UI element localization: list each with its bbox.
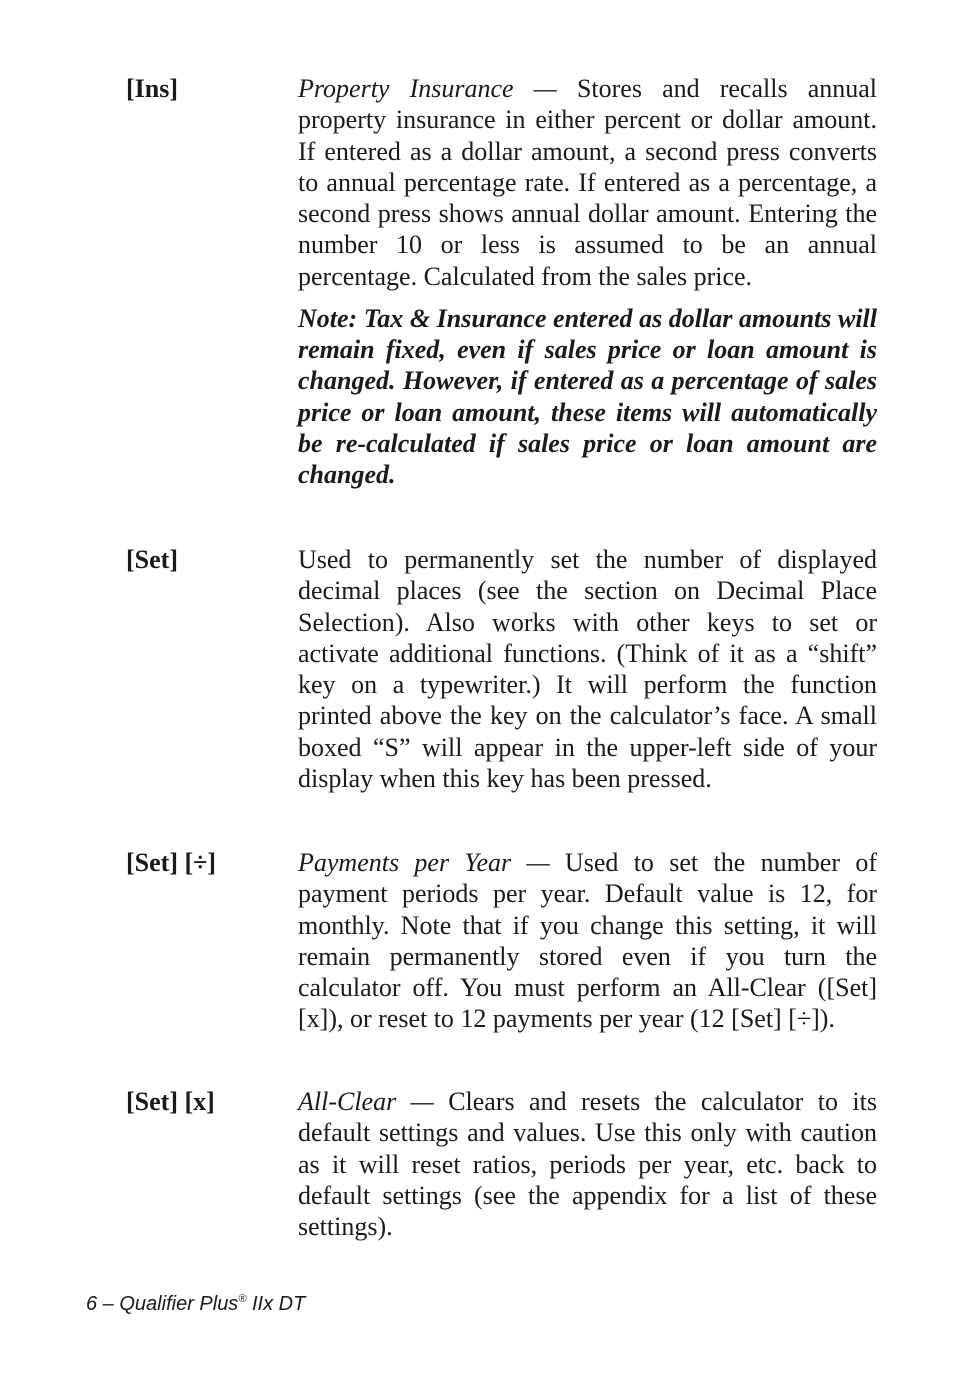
description-paragraph (298, 73, 877, 292)
footer-model: IIx DT (246, 1293, 306, 1315)
term-label: All-Clear — (298, 1087, 434, 1116)
term-label: Property Insurance — (298, 74, 557, 103)
key-label: [Set] (126, 545, 178, 574)
key-label: [Set] [x] (126, 1087, 215, 1116)
description-paragraph (298, 847, 877, 1035)
term-label: Payments per Year — (298, 848, 550, 877)
note-text: Note: Tax & Insurance entered as dollar amounts will remain fixed, even if sales price or loan amount is changed. However, if entered as a percentage of sales price or loan amount, these items will automatically be re-calculated if sales price or loan amount are changed. (298, 304, 877, 490)
description-text: Used to permanently set the number of displayed decimal places (see the section on Decimal Place Selection). Also works with other keys to set or activate additional functions. (Think of it as a “shift” key on a typewriter.) It will perform the function printed above the key on the calculator’s face. A small boxed “S” will appear in the upper-left side of your display when this key has been pressed. (298, 545, 877, 794)
entry-description (298, 73, 877, 490)
entry-description (298, 1086, 877, 1242)
key-label: [Set] [÷] (126, 848, 217, 877)
entry-description (298, 544, 877, 794)
description-paragraph (298, 544, 877, 794)
key-label: [Ins] (126, 74, 179, 103)
description-text: Stores and recalls annual property insurance in either percent or dollar amount. If entered as a dollar amount, a second press converts to annual percentage rate. If entered as a percentage, a second press shows annual dollar amount. Entering the number 10 or less is assumed to be an annual percentage. Calculated from the sales price. (298, 74, 877, 291)
page-number: 6 (86, 1293, 98, 1315)
page-footer (86, 1286, 305, 1317)
description-text: Used to set the number of payment periods per year. Default value is 12, for monthly. Note that if you change this setting, it will remain permanently stored even if you turn the calculator off. You must perform an All-Clear ([Set] [x]), or reset to 12 payments per year (12 [Set] [÷]). (298, 848, 877, 1034)
description-text: Clears and resets the calculator to its default settings and values. Use this only with caution as it will reset ratios, periods per year, etc. back to default settings (see the appendix for a list of these settings). (298, 1087, 877, 1242)
description-paragraph (298, 1086, 877, 1242)
footer-product-title: Qualifier Plus (119, 1293, 239, 1315)
footer-separator: – (97, 1293, 120, 1315)
registered-mark: ® (238, 1293, 247, 1305)
entry-description (298, 847, 877, 1035)
